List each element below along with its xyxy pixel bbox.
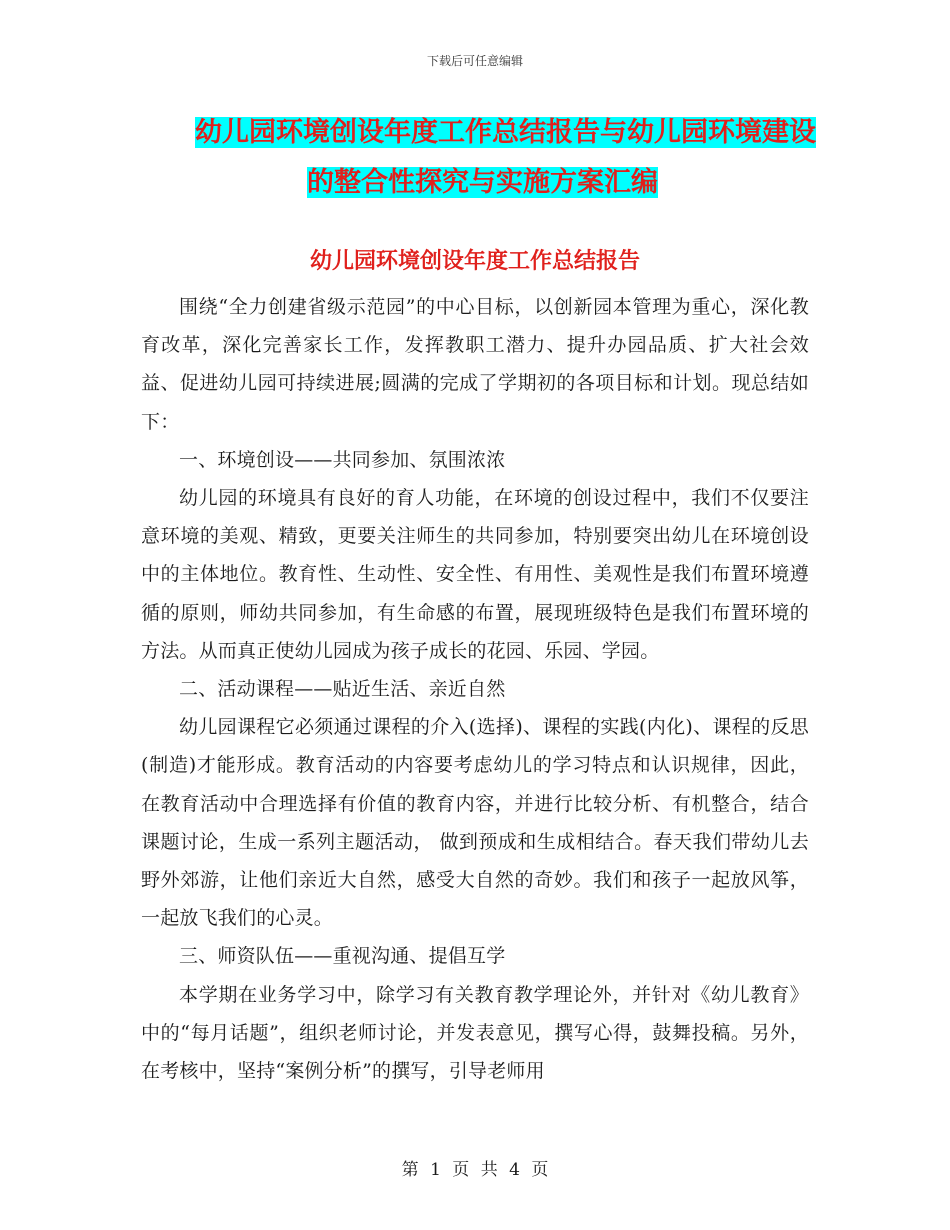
main-title-line-1	[140, 108, 820, 158]
main-title-line-2	[140, 158, 820, 208]
main-title-line-2-text: 的整合性探究与实施方案汇编	[307, 167, 658, 198]
paragraph-teachers: 本学期在业务学习中，除学习有关教育教学理论外，并针对《幼儿教育》中的“每月话题”，组织老师讨论，并发表意见，撰写心得，鼓舞投稿。另外，在考核中，坚持“案例分析”的撰写，引导老师用	[141, 983, 809, 1083]
heading-environment: 一、环境创设——共同参加、氛围浓浓	[179, 448, 506, 471]
section-title: 幼儿园环境创设年度工作总结报告	[309, 249, 640, 274]
paragraph-environment: 幼儿园的环境具有良好的育人功能，在环境的创设过程中，我们不仅要注意环境的美观、精致，更要关注师生的共同参加，特别要突出幼儿在环境创设中的主体地位。教育性、生动性、安全性、有用性、美观性是我们布置环境遵循的原则，师幼共同参加，有生命感的布置，展现班级特色是我们布置环境的方法。从而真正使幼儿园成为孩子成长的花园、乐园、学园。	[141, 487, 809, 662]
heading-curriculum: 二、活动课程——贴近生活、亲近自然	[179, 678, 506, 701]
heading-teachers: 三、师资队伍——重视沟通、提倡互学	[179, 945, 506, 968]
paragraph-curriculum: 幼儿园课程它必须通过课程的介入(选择)、课程的实践(内化)、课程的反思(制造)才能形成。教育活动的内容要考虑幼儿的学习特点和认识规律，因此，在教育活动中合理选择有价值的教育内容，并进行比较分析、有机整合，结合课题讨论，生成一系列主题活动， 做到预成和生成相结合。春天我们带幼儿去野外郊游，让他们亲近大自然，感受大自然的奇妙。我们和孩子一起放风筝，一起放飞我们的心灵。	[141, 716, 809, 930]
paragraph-intro: 围绕“全力创建省级示范园”的中心目标，以创新园本管理为重心，深化教育改革，深化完善家长工作，发挥教职工潜力、提升办园品质、扩大社会效益、促进幼儿园可持续进展;圆满的完成了学期初的各项目标和计划。现总结如下：	[141, 296, 809, 433]
header-note: 下载后可任意编辑	[426, 54, 523, 68]
main-title	[140, 108, 820, 208]
main-title-line-1-text: 幼儿园环境创设年度工作总结报告与幼儿园环境建设	[195, 117, 816, 148]
page-footer: 第 1 页 共 4 页	[401, 1160, 549, 1180]
body-text	[141, 288, 809, 1090]
